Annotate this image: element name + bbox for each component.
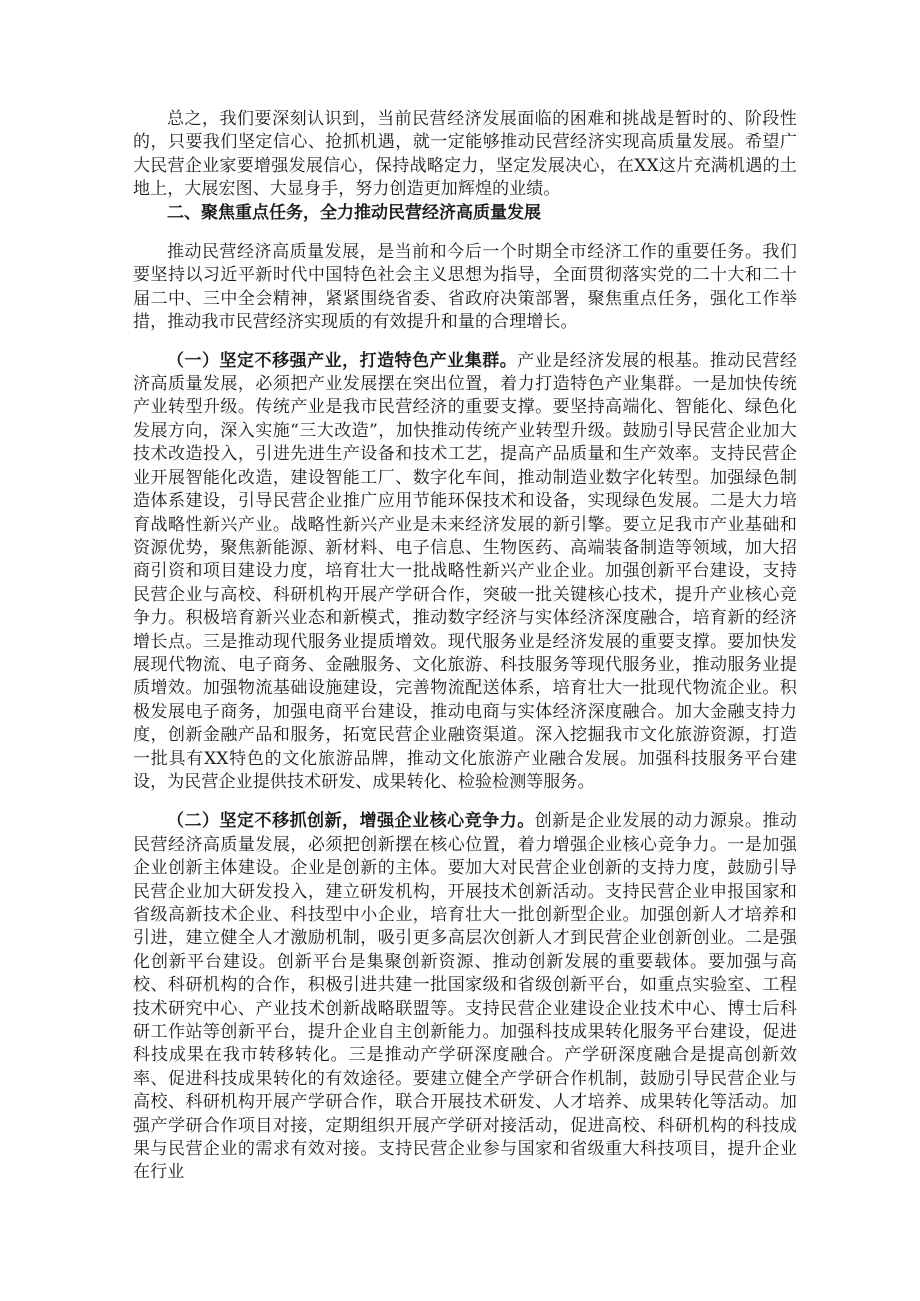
paragraph-conclusion: 总之，我们要深刻认识到，当前民营经济发展面临的困难和挑战是暂时的、阶段性的，只要我们坚定信心、抢抓机遇，就一定能够推动民营经济实现高质量发展。希望广大民营企业家要增强发展信心，保持战略定力，坚定发展决心，在XX这片充满机遇的土地上，大展宏图、大显身手，努力创造更加辉煌的业绩。 xyxy=(133,109,797,200)
paragraph-item-2 xyxy=(133,810,797,1185)
item-2-lead: （二）坚定不移抓创新，增强企业核心竞争力。 xyxy=(167,811,535,832)
section-heading: 二、聚焦重点任务，全力推动民营经济高质量发展 xyxy=(167,202,541,223)
item-2-body: 创新是企业发展的动力源泉。推动民营经济高质量发展，必须把创新摆在核心位置，着力增强企业核心竞争力。一是加强企业创新主体建设。企业是创新的主体。要加大对民营企业创新的支持力度，鼓励引导民营企业加大研发投入，建立研发机构，开展技术创新活动。支持民营企业申报国家和省级高新技术企业、科技型中小企业，培育壮大一批创新型企业。加强创新人才培养和引进，建立健全人才激励机制，吸引更多高层次创新人才到民营企业创新创业。二是强化创新平台建设。创新平台是集聚创新资源、推动创新发展的重要载体。要加强与高校、科研机构的合作，积极引进共建一批国家级和省级创新平台，如重点实验室、工程技术研究中心、产业技术创新战略联盟等。支持民营企业建设企业技术中心、博士后科研工作站等创新平台，提升企业自主创新能力。加强科技成果转化服务平台建设，促进科技成果在我市转移转化。三是推动产学研深度融合。产学研深度融合是提高创新效率、促进科技成果转化的有效途径。要建立健全产学研合作机制，鼓励引导民营企业与高校、科研机构开展产学研合作，联合开展技术研发、人才培养、成果转化等活动。加强产学研合作项目对接，定期组织开展产学研对接活动，促进高校、科研机构的科技成果与民营企业的需求有效对接。支持民营企业参与国家和省级重大科技项目，提升企业在行业 xyxy=(133,811,797,1183)
document-page xyxy=(133,108,797,1185)
paragraph-intro: 推动民营经济高质量发展，是当前和今后一个时期全市经济工作的重要任务。我们要坚持以习近平新时代中国特色社会主义思想为指导，全面贯彻落实党的二十大和二十届二中、三中全会精神，紧紧围绕省委、省政府决策部署，聚焦重点任务，强化工作举措，推动我市民营经济实现质的有效提升和量的合理增长。 xyxy=(133,242,797,333)
item-1-lead: （一）坚定不移强产业，打造特色产业集群。 xyxy=(167,350,518,371)
item-1-body: 产业是经济发展的根基。推动民营经济高质量发展，必须把产业发展摆在突出位置，着力打造特色产业集群。一是加快传统产业转型升级。传统产业是我市民营经济的重要支撑。要坚持高端化、智能化、绿色化发展方向，深入实施“三大改造”，加快推动传统产业转型升级。鼓励引导民营企业加大技术改造投入，引进先进生产设备和技术工艺，提高产品质量和生产效率。支持民营企业开展智能化改造，建设智能工厂、数字化车间，推动制造业数字化转型。加强绿色制造体系建设，引导民营企业推广应用节能环保技术和设备，实现绿色发展。二是大力培育战略性新兴产业。战略性新兴产业是未来经济发展的新引擎。要立足我市产业基础和资源优势，聚焦新能源、新材料、电子信息、生物医药、高端装备制造等领域，加大招商引资和项目建设力度，培育壮大一批战略性新兴产业企业。加强创新平台建设，支持民营企业与高校、科研机构开展产学研合作，突破一批关键核心技术，提升产业核心竞争力。积极培育新兴业态和新模式，推动数字经济与实体经济深度融合，培育新的经济增长点。三是推动现代服务业提质增效。现代服务业是经济发展的重要支撑。要加快发展现代物流、电子商务、金融服务、文化旅游、科技服务等现代服务业，推动服务业提质增效。加强物流基础设施建设，完善物流配送体系，培育壮大一批现代物流企业。积极发展电子商务，加强电商平台建设，推动电商与实体经济深度融合。加大金融支持力度，创新金融产品和服务，拓宽民营企业融资渠道。深入挖掘我市文化旅游资源，打造一批具有XX特色的文化旅游品牌，推动文化旅游产业融合发展。加强科技服务平台建设，为民营企业提供技术研发、成果转化、检验检测等服务。 xyxy=(133,350,798,792)
paragraph-item-1 xyxy=(133,350,797,795)
